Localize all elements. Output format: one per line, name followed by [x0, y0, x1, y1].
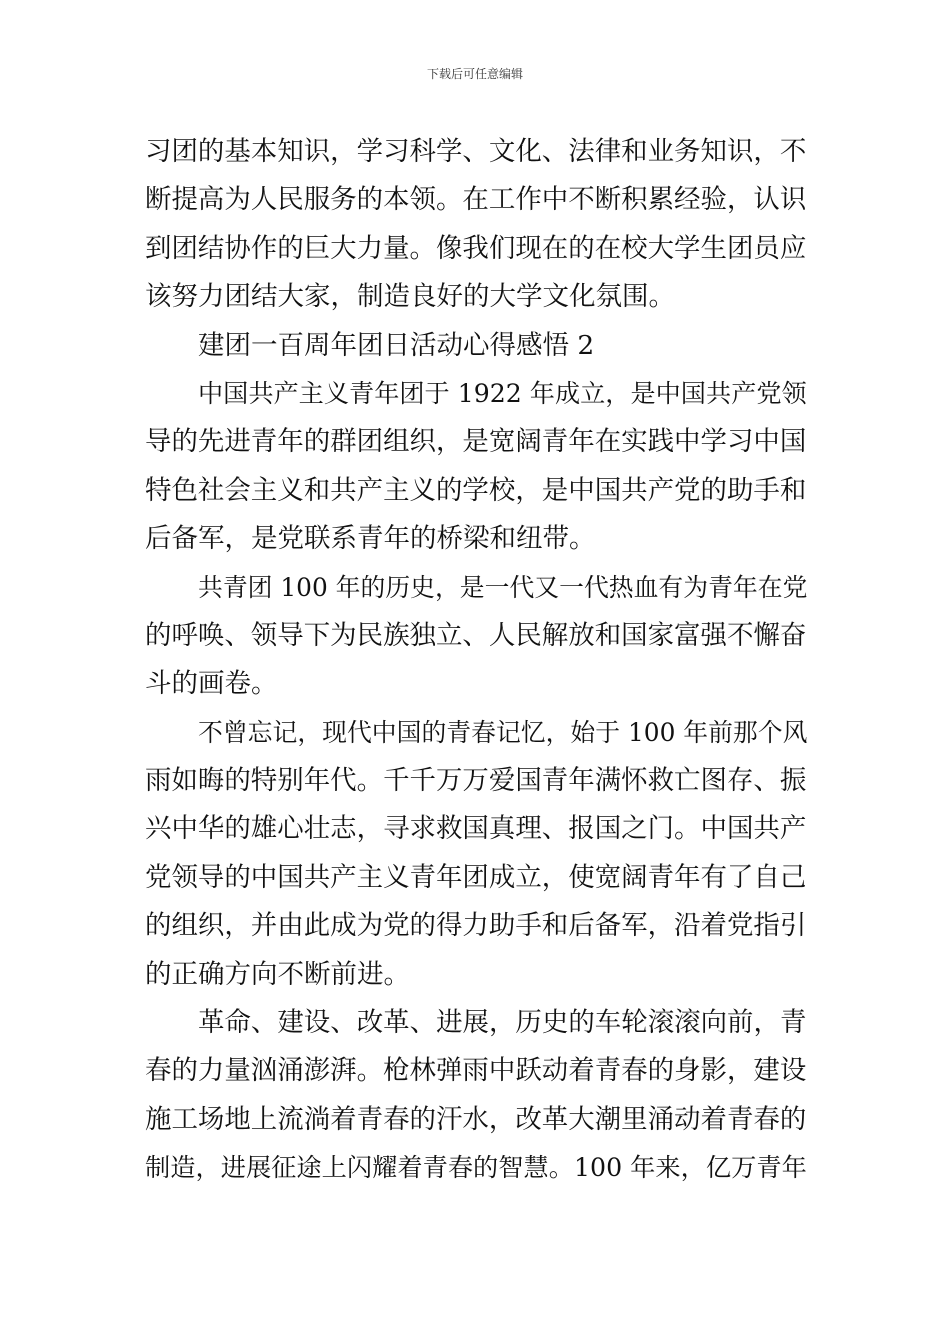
text-line: 的正确方向不断前进。 [145, 958, 410, 990]
text-line: 革命、建设、改革、进展，历史的车轮滚滚向前，青 [198, 1007, 807, 1039]
text-line: 制造，进展征途上闪耀着青春的智慧。100 年来，亿万青年 [145, 1153, 807, 1183]
text-line: 的呼唤、领导下为民族独立、人民解放和国家富强不懈奋 [145, 619, 807, 651]
page-header: 下载后可任意编辑 [426, 67, 523, 81]
text-line: 中国共产主义青年团于 1922 年成立，是中国共产党领 [198, 378, 807, 408]
text-line: 建团一百周年团日活动心得感悟 2 [198, 329, 595, 361]
text-line: 党领导的中国共产主义青年团成立，使宽阔青年有了自己 [145, 861, 807, 893]
text-line: 习团的基本知识，学习科学、文化、法律和业务知识，不 [145, 136, 807, 167]
text-line: 斗的画卷。 [145, 668, 278, 700]
text-line: 到团结协作的巨大力量。像我们现在的在校大学生团员应 [145, 232, 807, 264]
text-line: 施工场地上流淌着青春的汗水，改革大潮里涌动着青春的 [145, 1103, 807, 1135]
text-line: 特色社会主义和共产主义的学校，是中国共产党的助手和 [145, 474, 807, 506]
text-line: 断提高为人民服务的本领。在工作中不断积累经验，认识 [145, 184, 807, 216]
text-line: 不曾忘记，现代中国的青春记忆，始于 100 年前那个风 [198, 717, 807, 747]
text-line: 春的力量汹涌澎湃。枪林弹雨中跃动着青春的身影，建设 [145, 1055, 807, 1087]
text-line: 的组织，并由此成为党的得力助手和后备军，沿着党指引 [145, 910, 807, 942]
text-line: 导的先进青年的群团组织，是宽阔青年在实践中学习中国 [145, 426, 807, 458]
text-line: 后备军，是党联系青年的桥梁和纽带。 [145, 523, 596, 555]
text-line: 兴中华的雄心壮志，寻求救国真理、报国之门。中国共产 [145, 813, 807, 845]
body-text [145, 128, 807, 1193]
text-line: 雨如晦的特别年代。千千万万爱国青年满怀救亡图存、振 [145, 765, 807, 797]
text-line: 共青团 100 年的历史，是一代又一代热血有为青年在党 [198, 572, 807, 602]
text-line: 该努力团结大家，制造良好的大学文化氛围。 [145, 281, 675, 313]
